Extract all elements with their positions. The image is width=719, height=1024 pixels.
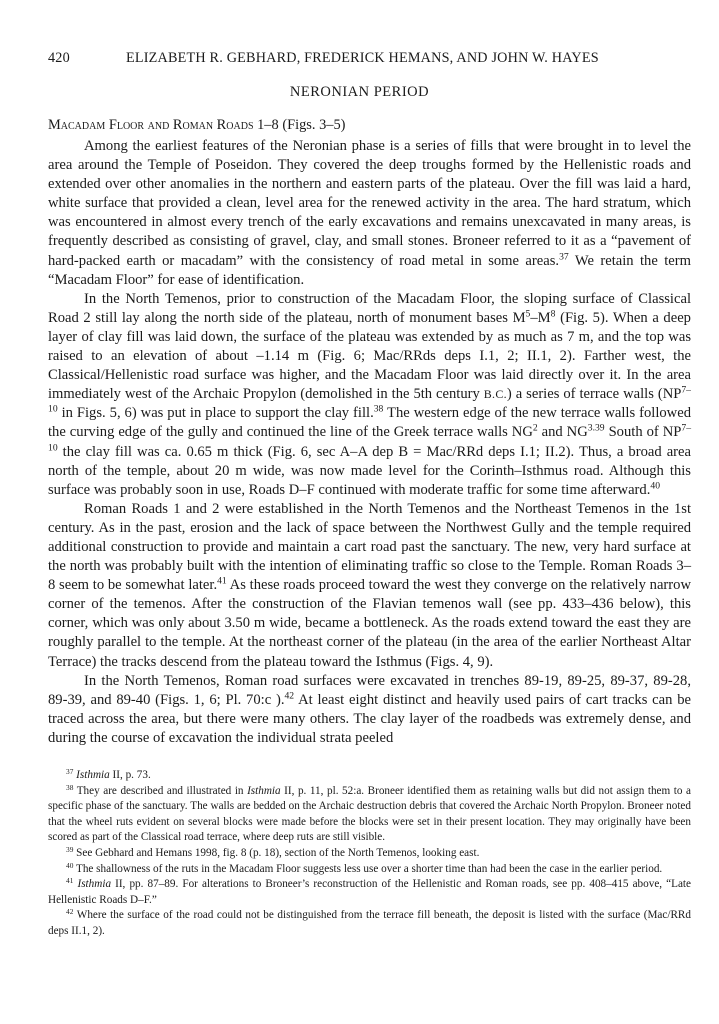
text-run: As these roads proceed toward the west they converge on the relatively narrow corner of the temenos. After the construction of the Flavian temenos wall (see pp. 433–436 below), this corner, which was only about 3.50 m wide, became a bottleneck. As the roads extend toward the east they are roughly parallel to the temple. At the northeast corner of the plateau (in the area of the earlier Northeast Altar Terrace) the tracks descend from the plateau toward the Isthmus (Figs. 4, 9). <box>48 577 691 670</box>
text-run: In the North Temenos, Roman road surfaces were excavated in trenches 89-19, 89-25, 89-37, 89-28, 89-39, and 89-40 (Figs. 1, 6; Pl. 70:c ). <box>48 672 691 708</box>
footnote-text: They are described and illustrated in <box>76 784 248 797</box>
footnote-40 <box>48 862 691 878</box>
superscript: 5 <box>525 308 531 320</box>
footnote-ref-39: .39 <box>592 423 605 435</box>
superscript: 7–10 <box>48 384 691 416</box>
footnote-number: 39 <box>66 844 74 854</box>
subheading-figs: (Figs. 3–5) <box>282 117 346 133</box>
footnote-text: II, p. 11, pl. 52:a. Broneer identified them as retaining walls but did not assign them to a specific phase of the sanctuary. The walls are bedded on the Archaic destruction debris that covered the Archaic North Propylon. Broneer noted that the wheel ruts evident on several blocks were made before the blocks were set in their present location. They may originally have been scored as part of the Classical road terrace, where deep ruts are still visible. <box>48 784 691 844</box>
text-run: South of NP <box>604 424 682 441</box>
superscript: 3 <box>587 423 593 435</box>
page-header <box>48 50 689 68</box>
superscript: 7–10 <box>48 423 691 454</box>
italic-text: Isthmia <box>76 769 110 781</box>
footnote-41 <box>48 877 691 908</box>
footnote-text: Where the surface of the road could not be distinguished from the terrace fill beneath, the deposit is listed with the surface (Mac/RRd deps II.1, 2). <box>48 909 691 937</box>
superscript: 8 <box>550 308 556 320</box>
footnote-37 <box>48 768 691 784</box>
text-run: ) a series of terrace walls (NP <box>506 386 682 403</box>
footnote-39 <box>48 846 691 862</box>
footnote-number: 40 <box>66 860 74 870</box>
text-run: In the North Temenos, prior to construction of the Macadam Floor, the sloping surface of Classical Road 2 still lay along the north side of the plateau, north of monument bases M <box>48 290 691 326</box>
text-run: in Figs. 5, 6) was put in place to support the clay fill. <box>57 405 374 422</box>
superscript: 2 <box>532 423 538 435</box>
footnote-ref-37: 37 <box>559 251 569 263</box>
running-title: ELIZABETH R. GEBHARD, FREDERICK HEMANS, AND JOHN W. HAYES <box>126 50 599 66</box>
body-text <box>48 137 691 748</box>
footnotes <box>48 768 691 940</box>
paragraph-1 <box>48 137 691 290</box>
page-number: 420 <box>48 50 70 66</box>
text-run: We retain the term “Macadam Floor” for ease of identification. <box>48 252 691 288</box>
footnote-ref-41: 41 <box>217 575 227 587</box>
footnote-number: 42 <box>66 907 74 917</box>
footnote-text: II, p. 73. <box>109 769 151 781</box>
footnote-text: The shallowness of the ruts in the Macadam Floor suggests less use over a shorter time than had been the case in the earlier period. <box>75 862 663 875</box>
paragraph-4 <box>48 672 691 748</box>
footnote-ref-40: 40 <box>650 480 660 492</box>
footnote-38 <box>48 784 691 846</box>
italic-text: Isthmia <box>247 784 281 797</box>
text-run: –M <box>530 309 551 326</box>
text-run: The western edge of the new terrace walls followed the curving edge of the gully and continued the line of the Greek terrace walls NG <box>48 405 691 441</box>
era-abbrev: B.C. <box>483 387 507 402</box>
subheading-text: Macadam Floor and Roman Roads 1–8 <box>48 117 279 133</box>
text-run: and NG <box>537 424 588 441</box>
footnote-text: See Gebhard and Hemans 1998, fig. 8 (p. 18), section of the North Temenos, looking east. <box>76 846 480 859</box>
text-run: At least eight distinct and heavily used pairs of cart tracks can be traced across the area, but there were many others. The clay layer of the roadbeds was extremely dense, and during the course of excavation the individual strata peeled <box>48 691 691 746</box>
footnote-ref-38: 38 <box>373 404 384 416</box>
footnote-number: 37 <box>66 766 74 776</box>
footnote-ref-42: 42 <box>284 690 295 702</box>
footnote-text: II, pp. 87–89. For alterations to Broneer’s reconstruction of the Hellenistic and Roman roads, see pp. 408–415 above, “Late Hellenistic Roads D–F.” <box>48 878 692 906</box>
footnote-number: 38 <box>66 782 74 792</box>
text-run: Roman Roads 1 and 2 were established in the North Temenos and the Northeast Temenos in the 1st century. As in the past, erosion and the lack of space between the Northwest Gully and the temple required additional construction to provide and maintain a cart road past the sanctuary. The new, very hard surface at the north was probably built with the intention of eliminating traffic so close to the Temple. Roman Roads 3–8 seem to be somewhat later. <box>48 500 691 594</box>
text-run: (Fig. 5). When a deep layer of clay fill was laid down, the surface of the plateau was extended by as much as 7 m, and the top was raised to an elevation of about –1.14 m (Fig. 6; Mac/RRds deps I.1, 2; II.1, 2). Farther west, the Classical/Hellenistic road surface was higher, and the Macadam Floor was laid directly over it. In the area immediately west of the Archaic Propylon (demolished in the 5th century <box>48 309 691 403</box>
text-run: the clay fill was ca. 0.65 m thick (Fig. 6, sec A–A dep B = Mac/RRd deps I.1; II.2). Thus, a broad area north of the temple, about 20 m wide, was now made level for the Corinth–Isthmus road. Although this surface was probably soon in use, Roads D–F continued with moderate traffic for some time afterward. <box>48 443 691 498</box>
italic-text: Isthmia <box>77 878 112 891</box>
footnote-42 <box>48 908 691 939</box>
paragraph-3 <box>48 500 691 672</box>
paragraph-2 <box>48 290 691 500</box>
section-title: NERONIAN PERIOD <box>289 84 430 100</box>
subheading <box>48 117 345 134</box>
text-run: Among the earliest features of the Neronian phase is a series of fills that were brought in to level the area around the Temple of Poseidon. They covered the deep troughs formed by the Hellenistic roads and extended over other anomalies in the northern and eastern parts of the plateau. Over the fill was laid a hard, white surface that provided a clean, level area for the renewed activity in the area. The hard stratum, which was encountered in almost every trench of the early excavations and remains unexcavated in many areas, is frequently described as consisting of gravel, clay, and small stones. Broneer referred to it as a “pavement of hard-packed earth or macadam” with the consistency of road metal in some areas. <box>48 138 691 269</box>
footnote-number: 41 <box>66 876 74 886</box>
